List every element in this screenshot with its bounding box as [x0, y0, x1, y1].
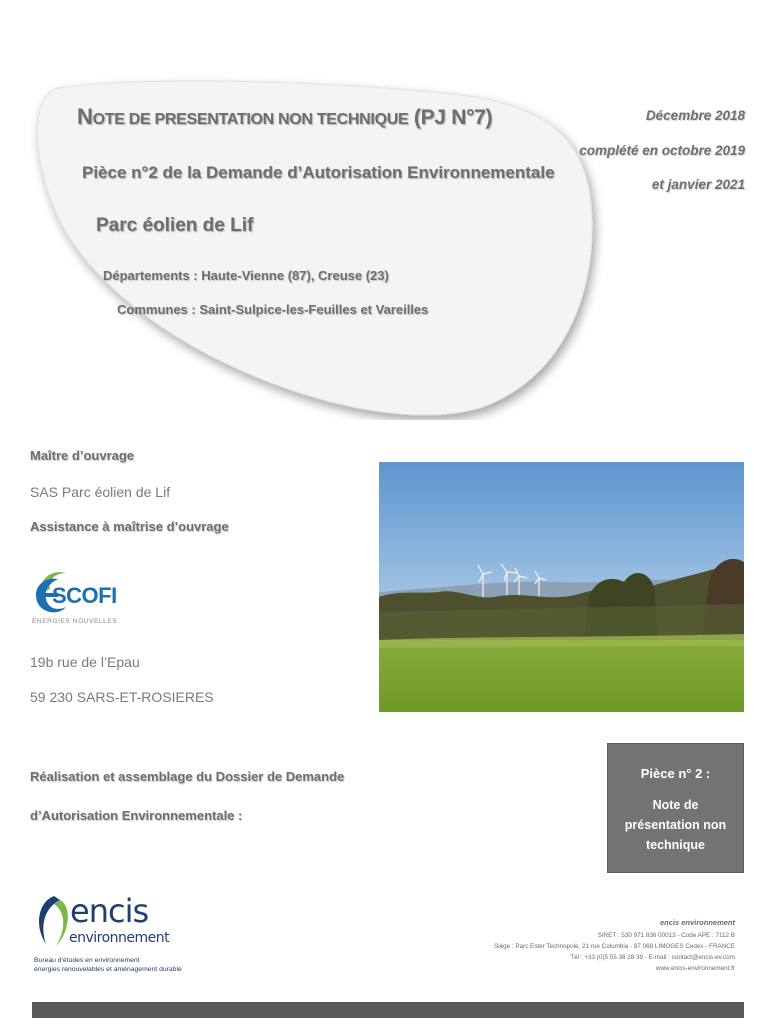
encis-logo-subtext: environnement	[69, 930, 170, 946]
footer-siege: Siège : Parc Ester Technopole, 21 rue Columbia - 87 068 LIMOGES Cedex - FRANCE	[493, 943, 735, 950]
document-subtitle: Pièce n°2 de la Demande d’Autorisation Environnementale	[82, 163, 555, 182]
date-line-1: Décembre 2018	[645, 108, 745, 123]
assistance-heading: Assistance à maîtrise d’ouvrage	[30, 519, 229, 534]
departments-text: Départements : Haute-Vienne (87), Creuse (23)	[103, 268, 389, 283]
escofi-logo-subtext: ENERGIES NOUVELLES	[32, 618, 118, 625]
piece-box-title: Pièce n° 2 :	[640, 766, 711, 781]
realisation-line-2: d’Autorisation Environnementale :	[30, 808, 243, 823]
footer-website[interactable]: www.encis-environnement.fr	[655, 965, 735, 972]
header-shape	[0, 0, 770, 420]
project-name: Parc éolien de Lif	[96, 215, 254, 236]
piece-box-description: Note de présentation non technique	[624, 798, 727, 852]
piece-info-box	[607, 743, 744, 873]
communes-text: Communes : Saint-Sulpice-les-Feuilles et Vareilles	[117, 302, 429, 317]
landscape-photo	[379, 462, 744, 712]
address-line-2: 59 230 SARS-ET-ROSIERES	[30, 689, 214, 705]
footer-siret: SIRET : 530 971 836 00013 - Code APE : 7112 B	[597, 932, 735, 939]
footer-contact: Tél : +33 (0)5 55 36 28 39 - E-mail : contact@encis-ev.com	[570, 954, 735, 961]
address-line-1: 19b rue de l’Epau	[30, 654, 140, 670]
encis-swirl-icon	[32, 892, 72, 950]
realisation-line-1: Réalisation et assemblage du Dossier de Demande	[30, 769, 345, 784]
encis-tagline-2: énergies renouvelables et aménagement durable	[34, 966, 182, 973]
encis-tagline-1: Bureau d'études en environnement	[34, 957, 140, 964]
date-line-2: complété en octobre 2019	[579, 143, 745, 158]
escofi-logo	[28, 565, 138, 631]
footer-company: encis environnement	[659, 918, 735, 927]
escofi-logo-text: SCOFI	[52, 583, 117, 608]
bottom-bar	[32, 1002, 744, 1018]
encis-logo	[32, 890, 192, 980]
owner-name: SAS Parc éolien de Lif	[30, 484, 171, 500]
document-title: NOTE DE PRESENTATION NON TECHNIQUE (PJ N°7)	[77, 104, 493, 129]
date-line-3: et janvier 2021	[651, 177, 745, 192]
encis-logo-text: encis	[70, 892, 149, 930]
owner-heading: Maître d’ouvrage	[30, 448, 135, 463]
